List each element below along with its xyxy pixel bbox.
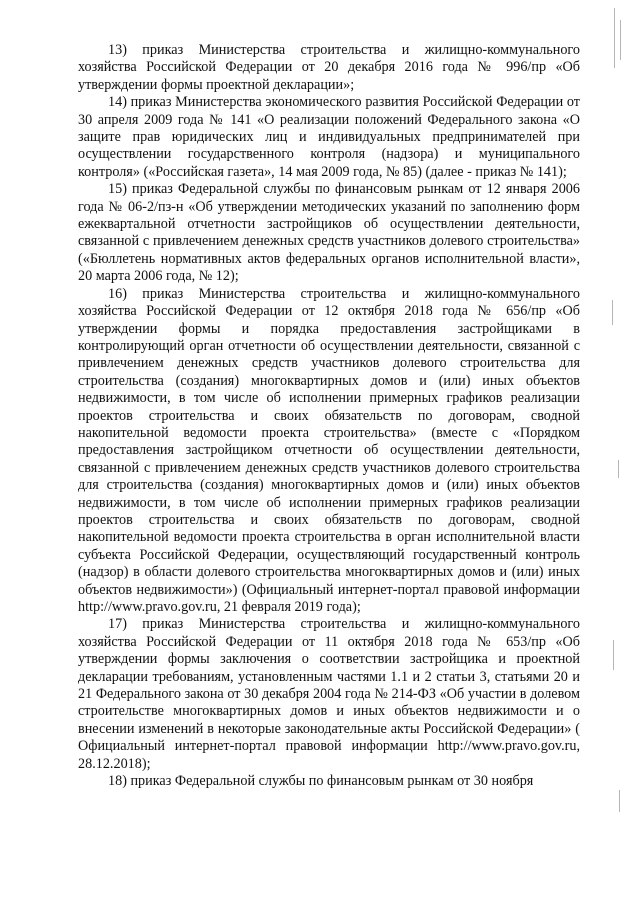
paragraph-16: 16) приказ Министерства строительства и жилищно-коммунального хозяйства Российской Федерации от 12 октября 2018 года № 656/пр «Об утверждении формы и порядка предоставления застройщиками в контролирующий орган отчетности об осуществлении деятельности, связанной с привлечением денежных средств участников долевого строительства для строительства (создания) многоквартирных домов и (или) иных объектов недвижимости, в том числе об исполнении примерных графиков реализации проектов строительства и своих обязательств по договорам, сводной накопительной ведомости проекта строительства» (вместе с «Порядком предоставления застройщиком отчетности об осуществлении деятельности, связанной с привлечением денежных средств участников долевого строительства для строительства (создания) многоквартирных домов и (или) иных объектов недвижимости, в том числе об исполнении примерных графиков реализации проектов строительства и своих обязательств по договорам, сводной накопительной ведомости проекта строительства в орган исполнительной власти субъекта Российской Федерации, осуществляющий государственный контроль (надзор) в области долевого строительства многоквартирных домов и (или) иных объектов недвижимости») (Официальный интернет-портал правовой информации http://www.pravo.gov.ru, 21 февраля 2019 года); — [78, 285, 580, 615]
paragraph-18: 18) приказ Федеральной службы по финансовым рынкам от 30 ноября — [108, 773, 534, 790]
paragraph-13: 13) приказ Министерства строительства и жилищно-коммунального хозяйства Российской Федерации от 20 декабря 2016 года № 996/пр «Об утверждении формы проектной декларации»; — [78, 42, 580, 93]
document-text — [78, 42, 580, 790]
scan-artifact-lines — [608, 0, 632, 905]
paragraph-14: 14) приказ Министерства экономического развития Российской Федерации от 30 апреля 2009 года № 141 «О реализации положений Федерального закона «О защите прав юридических лиц и индивидуальных предпринимателей при осуществлении государственного контроля (надзора) и муниципального контроля» («Российская газета», 14 мая 2009 года, № 85) (далее - приказ № 141); — [78, 94, 580, 180]
paragraph-17: 17) приказ Министерства строительства и жилищно-коммунального хозяйства Российской Федерации от 11 октября 2018 года № 653/пр «Об утверждении формы заключения о соответствии застройщика и проектной декларации требованиям, установленным частями 1.1 и 2 статьи 3, статьями 20 и 21 Федерального закона от 30 декабря 2004 года № 214-ФЗ «Об участии в долевом строительстве многоквартирных домов и иных объектов недвижимости и о внесении изменений в некоторые законодательные акты Российской Федерации» ( Официальный интернет-портал правовой информации http://www.pravo.gov.ru, 28.12.2018); — [78, 616, 580, 772]
paragraph-15: 15) приказ Федеральной службы по финансовым рынкам от 12 января 2006 года № 06-2/пз-н «Об утверждении методических указаний по заполнению форм ежеквартальной отчетности застройщиков об осуществлении деятельности, связанной с привлечением денежных средств участников долевого строительства» («Бюллетень нормативных актов федеральных органов исполнительной власти», 20 марта 2006 года, № 12); — [78, 181, 580, 285]
